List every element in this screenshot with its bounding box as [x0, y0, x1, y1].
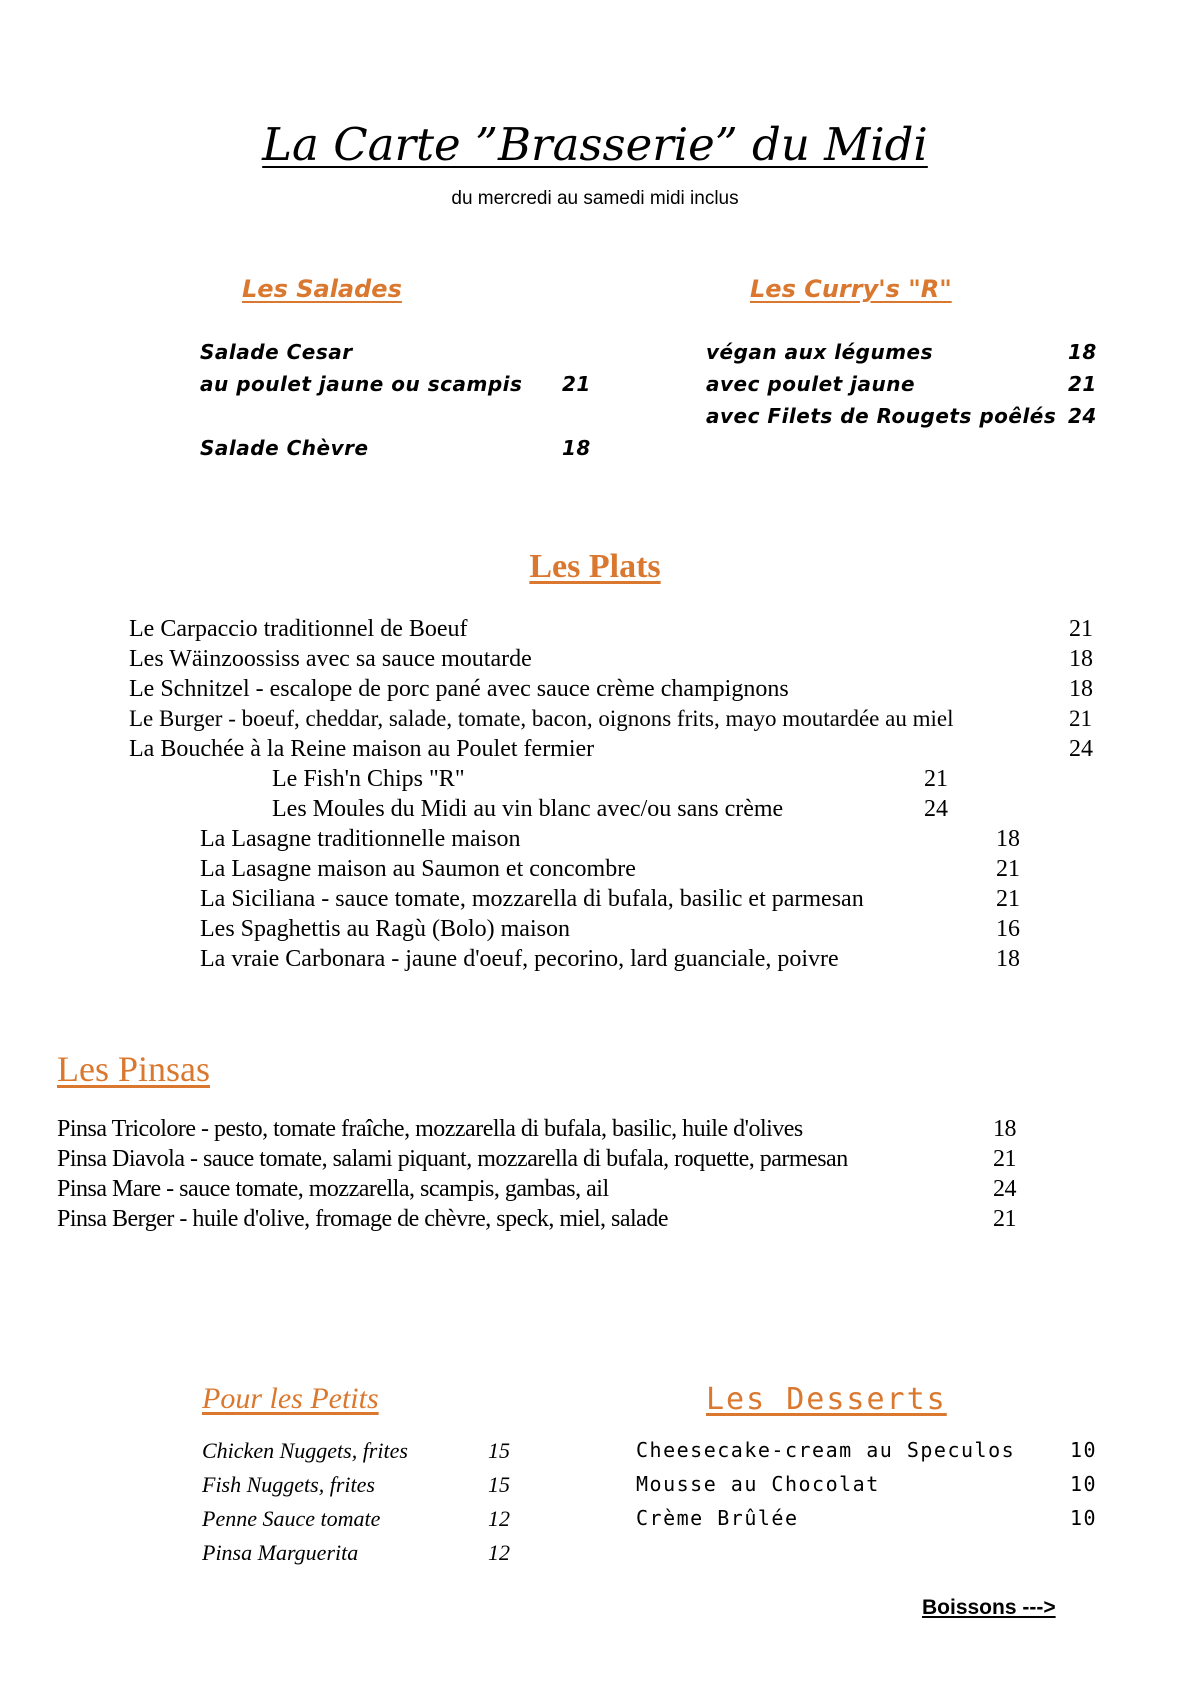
- plats-heading: Les Plats: [529, 548, 661, 585]
- item-name: au poulet jaune ou scampis: [200, 372, 523, 396]
- item-price: 10: [1070, 1506, 1098, 1530]
- item-name: La vraie Carbonara - jaune d'oeuf, pecorino, lard guanciale, poivre: [200, 946, 839, 972]
- petits-heading: Pour les Petits: [202, 1382, 379, 1415]
- item-price: 18: [996, 946, 1020, 972]
- pinsas-heading: Les Pinsas: [57, 1049, 210, 1089]
- item-name: Salade Cesar: [200, 340, 353, 364]
- item-price: 21: [1068, 372, 1097, 396]
- item-name: Les Spaghettis au Ragù (Bolo) maison: [200, 916, 570, 942]
- item-name: Pinsa Marguerita: [202, 1540, 359, 1565]
- item-name: Les Wäinzoossiss avec sa sauce moutarde: [129, 646, 532, 672]
- item-name: La Siciliana - sauce tomate, mozzarella di bufala, basilic et parmesan: [200, 886, 864, 912]
- item-price: 18: [562, 436, 591, 460]
- page-title: La Carte ”Brasserie” du Midi: [262, 118, 928, 171]
- item-name: Penne Sauce tomate: [202, 1506, 381, 1531]
- item-price: 10: [1070, 1472, 1098, 1496]
- item-name: Pinsa Diavola - sauce tomate, salami piquant, mozzarella di bufala, roquette, parmesan: [57, 1146, 848, 1172]
- item-name: Cheesecake-cream au Speculos: [636, 1438, 1016, 1462]
- item-name: Les Moules du Midi au vin blanc avec/ou sans crème: [272, 796, 784, 822]
- item-name: La Lasagne maison au Saumon et concombre: [200, 856, 636, 882]
- item-price: 21: [1069, 706, 1092, 731]
- item-price: 12: [488, 1506, 510, 1531]
- item-price: 15: [488, 1438, 510, 1463]
- item-name: Le Schnitzel - escalope de porc pané avec sauce crème champignons: [129, 676, 789, 702]
- item-name: Le Carpaccio traditionnel de Boeuf: [129, 616, 468, 642]
- item-name: avec Filets de Rougets poêlés: [706, 404, 1057, 428]
- currys-heading: Les Curry's "R": [750, 275, 952, 303]
- item-name: Pinsa Tricolore - pesto, tomate fraîche, mozzarella di bufala, basilic, huile d'olives: [57, 1116, 803, 1142]
- item-price: 18: [1069, 676, 1093, 702]
- item-price: 15: [488, 1472, 510, 1497]
- item-price: 24: [1068, 404, 1097, 428]
- item-price: 18: [993, 1116, 1016, 1142]
- item-name: Fish Nuggets, frites: [202, 1472, 375, 1497]
- item-name: Le Fish'n Chips "R": [272, 766, 465, 792]
- item-name: avec poulet jaune: [706, 372, 916, 396]
- item-price: 18: [1068, 340, 1097, 364]
- boissons-link[interactable]: Boissons --->: [922, 1596, 1056, 1619]
- item-price: 21: [993, 1146, 1016, 1172]
- item-name: Mousse au Chocolat: [636, 1472, 880, 1496]
- item-price: 21: [996, 856, 1020, 882]
- item-price: 12: [488, 1540, 510, 1565]
- item-price: 18: [1069, 646, 1093, 672]
- item-price: 21: [562, 372, 591, 396]
- item-price: 21: [993, 1206, 1016, 1232]
- item-name: Pinsa Berger - huile d'olive, fromage de chèvre, speck, miel, salade: [57, 1206, 668, 1232]
- item-name: La Lasagne traditionnelle maison: [200, 826, 521, 852]
- item-name: Pinsa Mare - sauce tomate, mozzarella, scampis, gambas, ail: [57, 1176, 609, 1202]
- item-name: Salade Chèvre: [200, 436, 369, 460]
- item-name: Le Burger - boeuf, cheddar, salade, tomate, bacon, oignons frits, mayo moutardée au miel: [129, 706, 954, 731]
- item-name: végan aux légumes: [706, 340, 933, 364]
- item-name: Crème Brûlée: [636, 1506, 799, 1530]
- item-name: La Bouchée à la Reine maison au Poulet fermier: [129, 736, 595, 762]
- item-price: 21: [1069, 616, 1093, 642]
- desserts-heading: Les Desserts: [706, 1382, 947, 1417]
- item-name: Chicken Nuggets, frites: [202, 1438, 408, 1463]
- item-price: 24: [1069, 736, 1093, 762]
- item-price: 10: [1070, 1438, 1098, 1462]
- item-price: 16: [996, 916, 1020, 942]
- page-subtitle: du mercredi au samedi midi inclus: [451, 188, 739, 209]
- item-price: 24: [924, 796, 948, 822]
- item-price: 18: [996, 826, 1020, 852]
- item-price: 24: [993, 1176, 1016, 1202]
- item-price: 21: [924, 766, 948, 792]
- salades-heading: Les Salades: [242, 275, 402, 303]
- item-price: 21: [996, 886, 1020, 912]
